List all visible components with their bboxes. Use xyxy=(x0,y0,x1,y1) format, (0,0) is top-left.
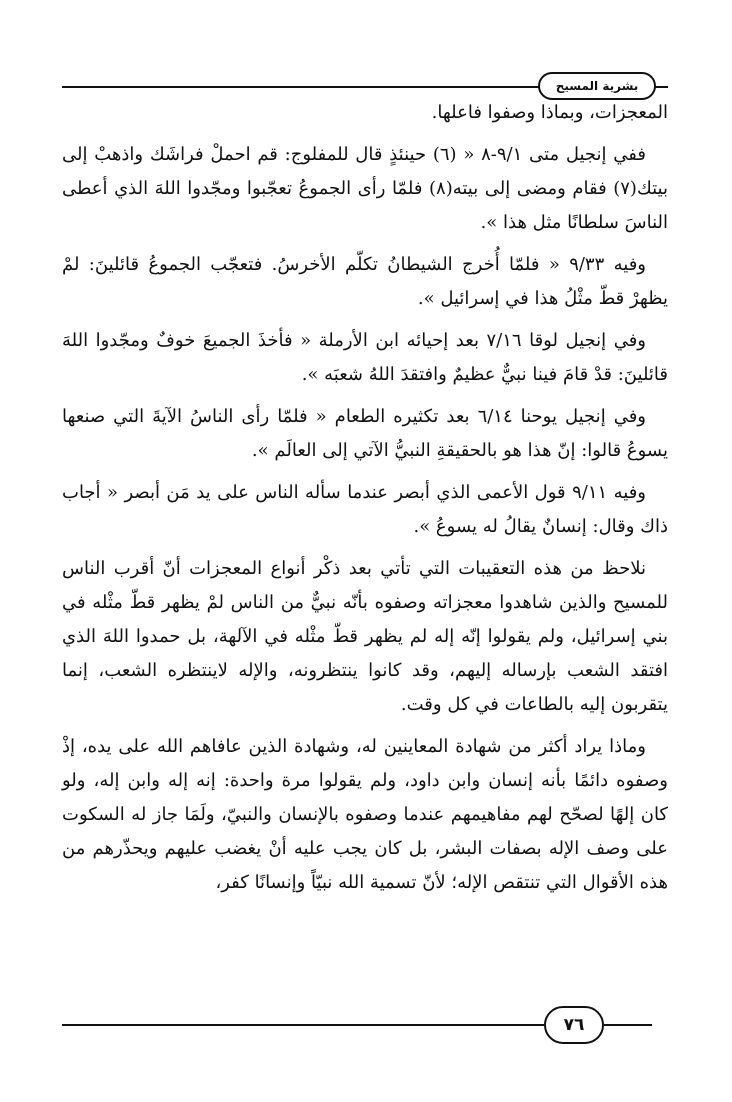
running-title: بشرية المسيح xyxy=(538,72,656,100)
page-body xyxy=(62,96,668,900)
header-rule-right xyxy=(654,86,668,88)
paragraph-3: وفيه ٩/٣٣ « فلمّا أُخرج الشيطانُ تكلّم الأخرسُ. فتعجّب الجموعُ قائلينَ: لمْ يظهرْ قطّ مثْلُ هذا في إسرائيل ». xyxy=(62,254,668,309)
paragraph-1: المعجزات، وبماذا وصفوا فاعلها. xyxy=(431,102,668,123)
paragraph-6: وفيه ٩/١١ قول الأعمى الذي أبصر عندما سأله الناس على يد مَن أبصر « أجاب ذاك وقال: إنسانٌ يقالُ له يسوعُ ». xyxy=(62,482,668,537)
paragraph-4: وفي إنجيل لوقا ٧/١٦ بعد إحيائه ابن الأرملة « فأخذَ الجميعَ خوفٌ ومجّدوا اللهَ قائلينَ: قدْ قامَ فينا نبيٌّ عظيمٌ وافتقدَ اللهُ شعبَه ». xyxy=(62,330,668,385)
footer-rule-right xyxy=(604,1024,652,1026)
paragraph-2: ففي إنجيل متى ٩/١-٨ « (٦) حينئذٍ قال للمفلوج: قم احملْ فراشَك واذهبْ إلى بيتك(٧) فقام ومضى إلى بيته(٨) فلمّا رأى الجموعُ تعجّبوا ومجّدوا اللهَ الذي أعطى الناسَ سلطانًا مثل هذا ». xyxy=(62,144,668,233)
page-number: ٧٦ xyxy=(544,1006,604,1044)
footer-rule-left xyxy=(62,1024,544,1026)
paragraph-5: وفي إنجيل يوحنا ٦/١٤ بعد تكثيره الطعام « فلمّا رأى الناسُ الآيةَ التي صنعها يسوعُ قالوا: إنّ هذا هو بالحقيقةِ النبيُّ الآتي إلى العالَم ». xyxy=(62,406,668,461)
header-rule-left xyxy=(62,86,540,88)
paragraph-8: وماذا يراد أكثر من شهادة المعاينين له، وشهادة الذين عافاهم الله على يده، إذْ وصفوه دائمًا بأنه إنسان وابن داود، ولم يقولوا مرة واحدة: إنه إله وابن إله، ولو كان إلهًا لصحّح لهم مفاهيمهم عندما وصفوه بالإنسان والنبيّ، ولَمَا جاز له السكوت على وصف الإله بصفات البشر، بل كان يجب عليه أنْ يغضب عليهم ويحذّرهم من هذه الأقوال التي تنتقص الإله؛ لأنّ تسمية الله نبيّاً وإنسانًا كفر، xyxy=(62,736,668,893)
paragraph-7: نلاحظ من هذه التعقيبات التي تأتي بعد ذكْر أنواع المعجزات أنّ أقرب الناس للمسيح والذين شاهدوا معجزاته وصفوه بأنّه نبيٌّ من الناس لمْ يظهر قطّ مثْله في بني إسرائيل، ولم يقولوا إنّه إله لم يظهر قطّ مثْله في الآلهة، بل حمدوا اللهَ الذي افتقد الشعب بإرساله إليهم، وقد كانوا ينتظرونه، والإله لاينتظره الشعب، إنما يتقربون إليه بالطاعات في كل وقت. xyxy=(62,558,668,715)
